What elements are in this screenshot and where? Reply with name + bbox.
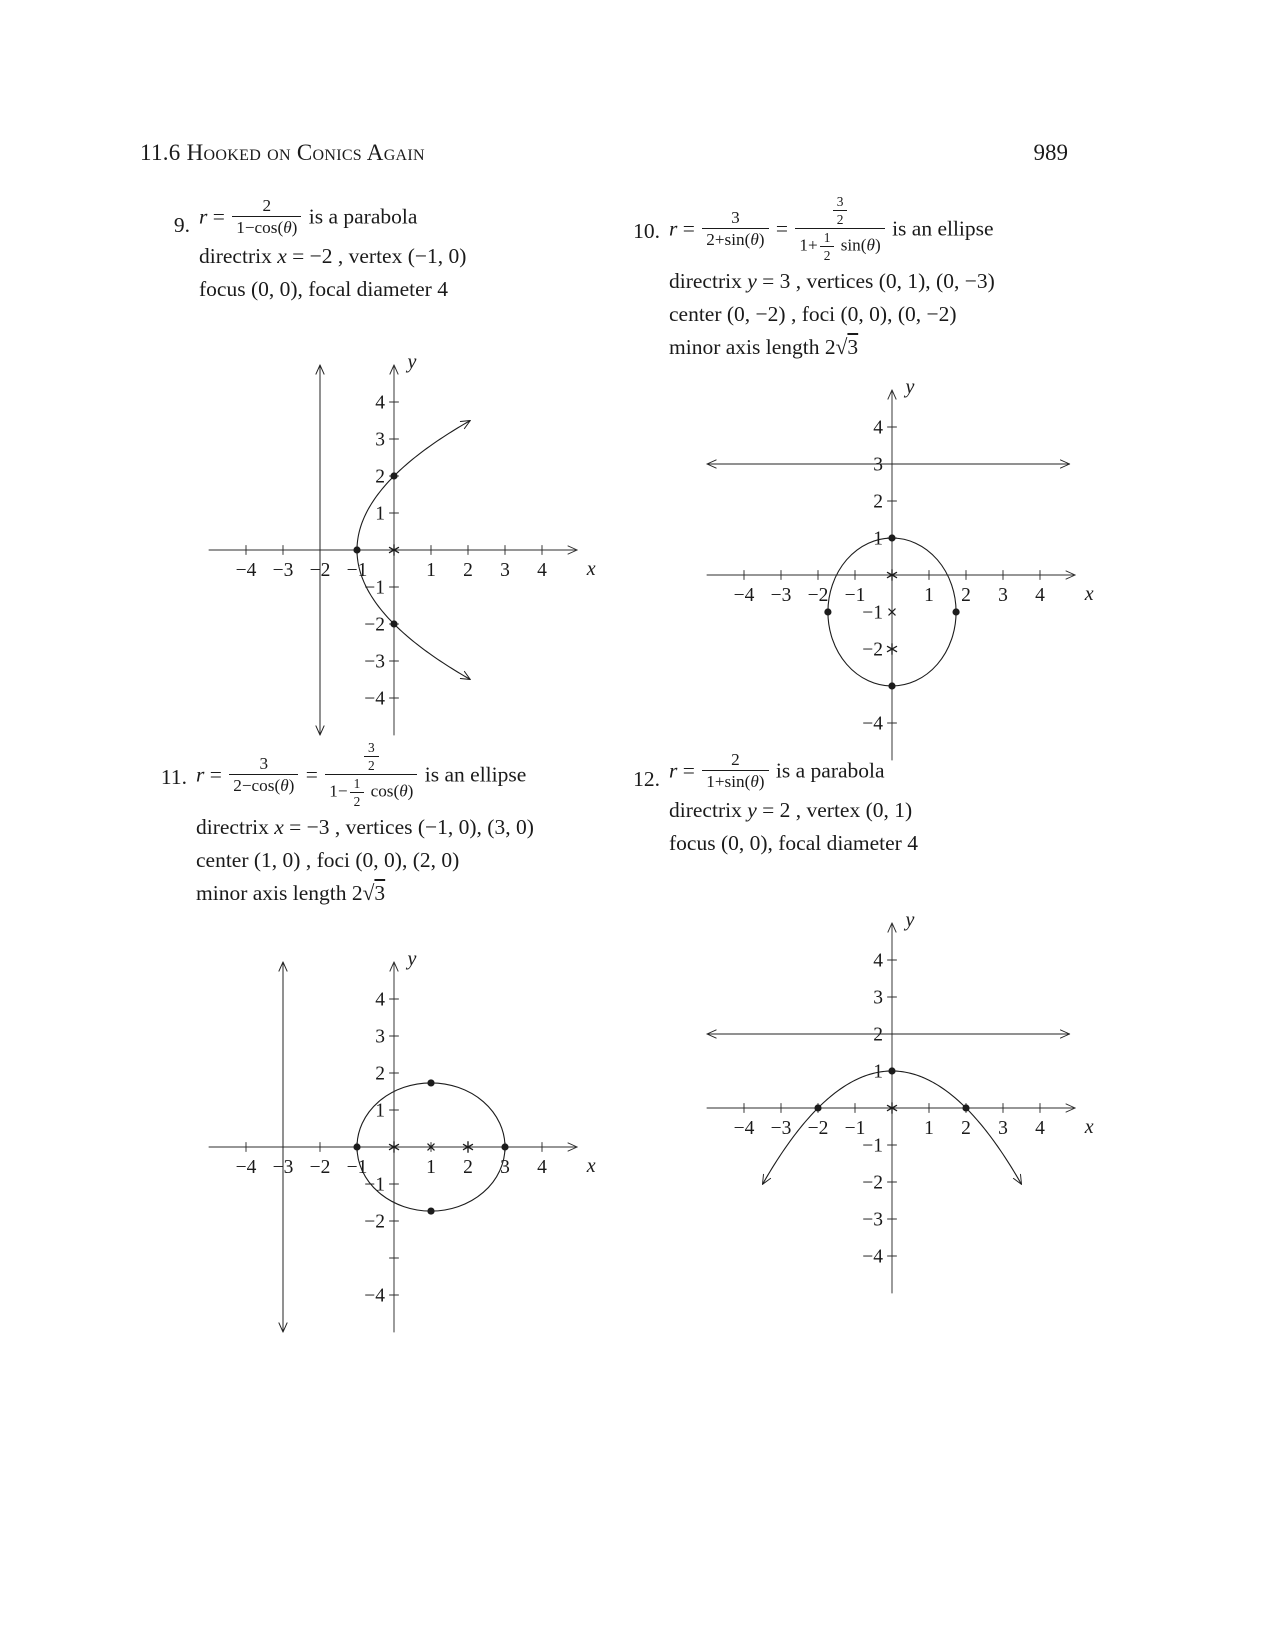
point-dot bbox=[390, 620, 397, 627]
tick-label: −4 bbox=[364, 1285, 385, 1307]
tick-label: 1 bbox=[426, 560, 436, 581]
tick-label: 1 bbox=[426, 1157, 436, 1178]
tick-label: 2 bbox=[873, 491, 883, 513]
point-dot bbox=[427, 1079, 434, 1086]
tick-label: −1 bbox=[844, 585, 866, 606]
problem-body bbox=[199, 198, 646, 306]
tick-label: 4 bbox=[537, 560, 547, 581]
y-axis bbox=[364, 948, 416, 1332]
equation-line: r = $\frac{3}{2-\cos(\theta)}$ = $\frac{3}{2}$ 1− $\frac{1}{2}$ cos(θ) is an ellipse bbox=[196, 740, 527, 810]
property-line: minor axis length 2√3 bbox=[669, 335, 859, 360]
point-dot bbox=[814, 1104, 821, 1111]
point-dot bbox=[427, 1207, 434, 1214]
problem-11 bbox=[143, 742, 643, 910]
tick-label: −1 bbox=[364, 577, 385, 599]
focus-star-marker bbox=[887, 644, 896, 654]
tick-label: 2 bbox=[873, 1024, 883, 1046]
tick-label: −3 bbox=[272, 560, 294, 581]
tick-label: −2 bbox=[309, 1157, 331, 1178]
tick-label: −3 bbox=[364, 651, 385, 673]
tick-label: x bbox=[586, 558, 596, 580]
problem-body bbox=[196, 742, 643, 910]
point-dot bbox=[888, 534, 895, 541]
property-line: focus (0, 0), focal diameter 4 bbox=[199, 276, 448, 301]
tick-label: 3 bbox=[873, 454, 883, 476]
tick-label: y bbox=[905, 909, 915, 931]
equation-line: r = $\frac{3}{2+\sin(\theta)}$ = $\frac{3}{2}$ 1+ $\frac{1}{2}$ sin(θ) is an ellipse bbox=[669, 194, 994, 264]
tick-label: 2 bbox=[463, 560, 473, 581]
tick-label: 3 bbox=[998, 1118, 1008, 1139]
tick-label: 4 bbox=[375, 989, 385, 1011]
tick-label: −2 bbox=[807, 1118, 829, 1139]
tick-label: 1 bbox=[924, 585, 934, 606]
x-axis bbox=[209, 1143, 596, 1179]
section-title: 11.6 Hooked on Conics Again bbox=[140, 140, 425, 165]
tick-label: 4 bbox=[873, 417, 883, 439]
tick-label: −2 bbox=[364, 1211, 385, 1233]
tick-label: 3 bbox=[375, 1026, 385, 1048]
directrix-line bbox=[707, 460, 1070, 468]
equation-line: r = $\frac{2}{1+\sin(\theta)}$ is a parabola bbox=[669, 750, 885, 792]
tick-label: −3 bbox=[770, 585, 792, 606]
tick-label: −3 bbox=[862, 1209, 883, 1231]
tick-label: 4 bbox=[537, 1157, 547, 1178]
point-dot bbox=[824, 608, 831, 615]
point-dot bbox=[353, 1143, 360, 1150]
problem-9 bbox=[146, 198, 646, 306]
tick-label: 3 bbox=[873, 987, 883, 1009]
tick-label: −4 bbox=[235, 560, 257, 581]
y-axis bbox=[862, 909, 914, 1293]
tick-label: 4 bbox=[375, 392, 385, 414]
x-axis bbox=[707, 1104, 1094, 1140]
tick-label: −4 bbox=[235, 1157, 257, 1178]
tick-label: −1 bbox=[364, 1174, 385, 1196]
problem-body bbox=[669, 196, 1116, 364]
point-dot bbox=[952, 608, 959, 615]
tick-label: −3 bbox=[770, 1118, 792, 1139]
tick-label: −1 bbox=[862, 602, 883, 624]
point-dot bbox=[390, 472, 397, 479]
tick-label: 2 bbox=[375, 466, 385, 488]
graph-11-plot bbox=[179, 927, 609, 1357]
tick-label: y bbox=[407, 351, 417, 373]
tick-label: 4 bbox=[1035, 585, 1045, 606]
tick-label: 2 bbox=[375, 1063, 385, 1085]
point-dot bbox=[888, 682, 895, 689]
problem-number: 9. bbox=[173, 213, 190, 237]
property-line: directrix y = 2 , vertex (0, 1) bbox=[669, 797, 913, 822]
point-dot bbox=[888, 1067, 895, 1074]
tick-label: 1 bbox=[924, 1118, 934, 1139]
tick-label: 3 bbox=[500, 1157, 510, 1178]
directrix-line bbox=[707, 1030, 1070, 1038]
property-line: directrix y = 3 , vertices (0, 1), (0, −3) bbox=[669, 269, 995, 294]
tick-label: −2 bbox=[364, 614, 385, 636]
tick-label: −1 bbox=[346, 1157, 368, 1178]
property-line: minor axis length 2√3 bbox=[196, 881, 386, 906]
tick-label: 1 bbox=[375, 503, 385, 525]
tick-label: 2 bbox=[961, 1118, 971, 1139]
tick-label: 4 bbox=[873, 950, 883, 972]
point-dot bbox=[353, 546, 360, 553]
x-axis bbox=[209, 546, 596, 582]
tick-label: −1 bbox=[346, 560, 368, 581]
tick-label: 2 bbox=[961, 585, 971, 606]
graph-12-plot bbox=[677, 888, 1107, 1318]
tick-label: 1 bbox=[873, 528, 883, 550]
graph-10-plot bbox=[677, 355, 1107, 785]
graph-9-plot bbox=[179, 330, 609, 760]
tick-label: −1 bbox=[862, 1135, 883, 1157]
tick-label: 2 bbox=[463, 1157, 473, 1178]
tick-label: −2 bbox=[862, 639, 883, 661]
problem-number: 10. bbox=[633, 219, 660, 243]
tick-label: x bbox=[1084, 1116, 1094, 1138]
page-header bbox=[140, 140, 1068, 166]
tick-label: 1 bbox=[375, 1100, 385, 1122]
tick-label: −4 bbox=[733, 1118, 755, 1139]
y-axis bbox=[364, 351, 416, 735]
point-dot bbox=[962, 1104, 969, 1111]
tick-label: −1 bbox=[844, 1118, 866, 1139]
tick-label: 3 bbox=[998, 585, 1008, 606]
property-line: center (1, 0) , foci (0, 0), (2, 0) bbox=[196, 848, 460, 873]
tick-label: 4 bbox=[1035, 1118, 1045, 1139]
tick-label: −4 bbox=[862, 1246, 883, 1268]
tick-label: −2 bbox=[862, 1172, 883, 1194]
property-line: focus (0, 0), focal diameter 4 bbox=[669, 830, 918, 855]
page-number: 989 bbox=[1033, 140, 1068, 165]
property-line: center (0, −2) , foci (0, 0), (0, −2) bbox=[669, 302, 957, 327]
problem-number: 12. bbox=[633, 767, 660, 791]
problem-number: 11. bbox=[160, 765, 187, 789]
tick-label: y bbox=[407, 948, 417, 970]
tick-label: −2 bbox=[807, 585, 829, 606]
tick-label: x bbox=[586, 1155, 596, 1177]
tick-label: −4 bbox=[364, 688, 385, 710]
tick-label: −4 bbox=[862, 713, 883, 735]
tick-label: −3 bbox=[272, 1157, 294, 1178]
y-axis bbox=[862, 376, 914, 760]
tick-label: 3 bbox=[500, 560, 510, 581]
tick-label: −2 bbox=[309, 560, 331, 581]
x-axis bbox=[707, 571, 1094, 607]
property-line: directrix x = −3 , vertices (−1, 0), (3, 0) bbox=[196, 815, 534, 840]
tick-label: 3 bbox=[375, 429, 385, 451]
tick-label: y bbox=[905, 376, 915, 398]
equation-line: r = $\frac{2}{1-\cos(\theta)}$ is a parabola bbox=[199, 196, 418, 238]
tick-label: −4 bbox=[733, 585, 755, 606]
tick-label: 1 bbox=[873, 1061, 883, 1083]
problem-10 bbox=[616, 196, 1116, 364]
tick-label: x bbox=[1084, 583, 1094, 605]
point-dot bbox=[501, 1143, 508, 1150]
property-line: directrix x = −2 , vertex (−1, 0) bbox=[199, 243, 467, 268]
